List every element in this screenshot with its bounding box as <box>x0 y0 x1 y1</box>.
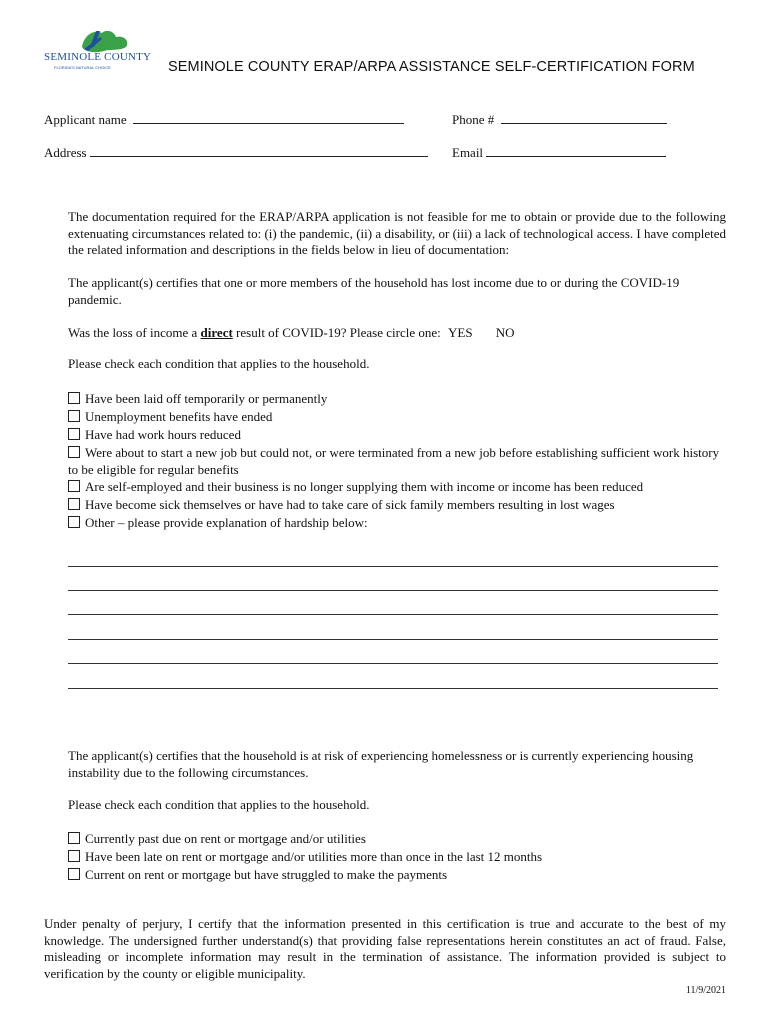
checkbox[interactable] <box>68 850 80 862</box>
form-date: 11/9/2021 <box>685 985 726 996</box>
income-option[interactable]: Have been laid off temporarily or permanently <box>68 390 728 408</box>
housing-options-list <box>68 830 728 884</box>
housing-option[interactable]: Currently past due on rent or mortgage and/or utilities <box>68 830 728 848</box>
checkbox[interactable] <box>68 446 80 458</box>
email-label: Email <box>452 145 484 160</box>
applicant-name-label: Applicant name <box>44 112 127 127</box>
housing-option[interactable]: Current on rent or mortgage but have struggled to make the payments <box>68 866 728 884</box>
perjury-statement: Under penalty of perjury, I certify that the information presented in this certification is true and accurate to the best of my knowledge. The undersigned further understand(s) that providing false representations herein constitutes an act of fraud. False, misleading or incomplete information may result in the termination of assistance. The information provided is subject to verification by the county or eligible municipality. <box>44 916 726 981</box>
income-certify: The applicant(s) certifies that one or more members of the household has lost income due to or during the COVID-19 pandemic. <box>68 275 680 307</box>
phone-field[interactable] <box>452 112 667 128</box>
income-option[interactable]: Have become sick themselves or have had to take care of sick family members resulting in lost wages <box>68 496 728 514</box>
checkbox[interactable] <box>68 410 80 422</box>
explanation-line[interactable] <box>68 566 718 567</box>
address-label: Address <box>44 145 87 160</box>
housing-check-prompt: Please check each condition that applies to the household. <box>68 797 370 812</box>
explanation-line[interactable] <box>68 663 718 664</box>
checkbox[interactable] <box>68 832 80 844</box>
logo-tagline: FLORIDA'S NATURAL CHOICE <box>54 65 111 70</box>
checkbox[interactable] <box>68 428 80 440</box>
income-options-list <box>68 390 728 532</box>
logo-name: SEMINOLE COUNTY <box>44 51 152 63</box>
explanation-line[interactable] <box>68 614 718 615</box>
housing-option[interactable]: Have been late on rent or mortgage and/or utilities more than once in the last 12 months <box>68 848 728 866</box>
explanation-line[interactable] <box>68 639 718 640</box>
email-line[interactable] <box>486 145 666 157</box>
checkbox[interactable] <box>68 480 80 492</box>
intro-paragraph: The documentation required for the ERAP/ARPA application is not feasible for me to obtain or provide due to the following extenuating circumstances related to: (i) the pandemic, (ii) a disability, or (iii) a lack of technological access. I have completed the related information and descriptions in the fields below in lieu of documentation: <box>68 209 726 258</box>
housing-certify: The applicant(s) certifies that the household is at risk of experiencing homelessness or is currently experiencing housing instability due to the following circumstances. <box>68 748 694 780</box>
income-option[interactable]: Other – please provide explanation of hardship below: <box>68 514 728 532</box>
seminole-county-logo <box>44 27 159 75</box>
checkbox[interactable] <box>68 868 80 880</box>
income-option[interactable]: Were about to start a new job but could not, or were terminated from a new job before establishing sufficient work history to be eligible for regular benefits <box>68 445 720 477</box>
explanation-line[interactable] <box>68 688 718 689</box>
income-check-prompt: Please check each condition that applies to the household. <box>68 356 370 371</box>
no-option[interactable]: NO <box>495 325 515 340</box>
checkbox[interactable] <box>68 516 80 528</box>
income-question: Was the loss of income a direct result of COVID-19? Please circle one: YES NO <box>68 325 515 340</box>
phone-label: Phone # <box>452 112 495 127</box>
income-option[interactable]: Are self-employed and their business is no longer supplying them with income or income has been reduced <box>68 478 728 496</box>
checkbox[interactable] <box>68 498 80 510</box>
email-field[interactable] <box>452 145 666 161</box>
address-line[interactable] <box>90 145 428 157</box>
address-field[interactable] <box>44 145 428 161</box>
income-option[interactable]: Have had work hours reduced <box>68 426 728 444</box>
income-option[interactable]: Unemployment benefits have ended <box>68 408 728 426</box>
applicant-name-field[interactable] <box>44 112 404 128</box>
explanation-line[interactable] <box>68 590 718 591</box>
page-title: SEMINOLE COUNTY ERAP/ARPA ASSISTANCE SELF-CERTIFICATION FORM <box>168 59 695 75</box>
applicant-name-line[interactable] <box>133 112 404 124</box>
yes-option[interactable]: YES <box>447 325 473 340</box>
checkbox[interactable] <box>68 392 80 404</box>
phone-line[interactable] <box>501 112 667 124</box>
